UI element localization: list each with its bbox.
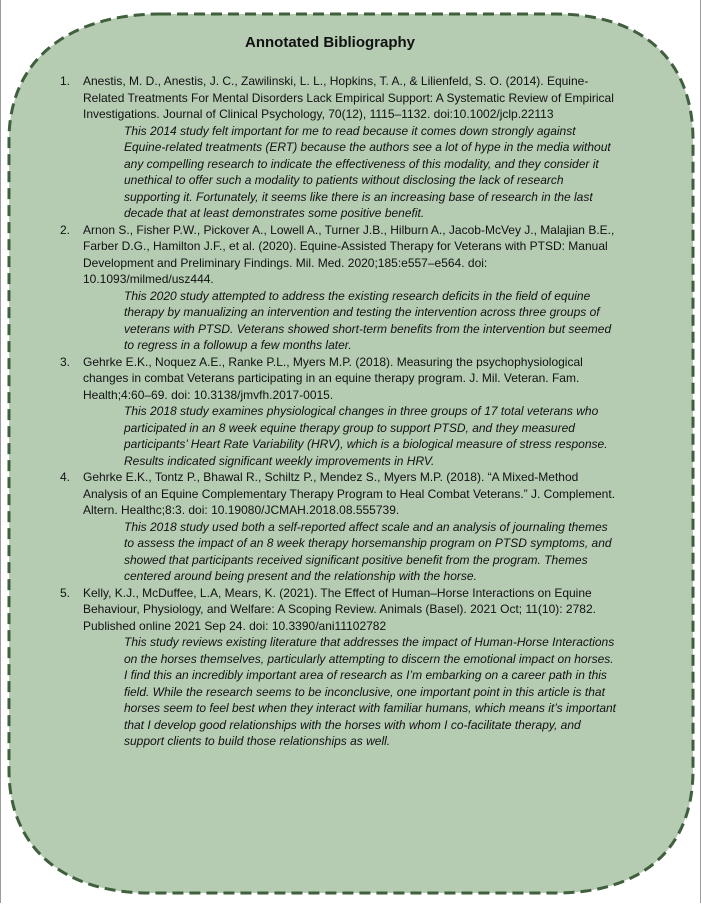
entry-number: 2. bbox=[60, 222, 71, 237]
entry-annotation: This 2018 study used both a self-reported affect scale and an analysis of journaling themes to assess the impact of an 8 week therapy horsemanship program on PTSD symptoms, and showed that participants received significant positive benefit from the program. Themes centered around being present and the relationship with the horse. bbox=[124, 519, 612, 583]
entry-citation: Gehrke E.K., Tontz P., Bhawal R., Schiltz P., Mendez S., Myers M.P. (2018). “A Mixed-Method Analysis of an Equine Complementary Therapy Program to Heal Combat Veterans.” J. Complement. Altern. Healthc;8:3. doi: 10.19080/JCMAH.2018.08.555739. bbox=[83, 470, 616, 517]
entry-number: 1. bbox=[60, 74, 71, 88]
entry-annotation: This 2020 study attempted to address the existing research deficits in the field of equine therapy by manualizing an intervention and testing the intervention across three groups of veterans with PTSD. Veterans showed short-term benefits from the intervention but seemed to regress in a followup a few months later. bbox=[124, 288, 612, 352]
entry-number: 5. bbox=[60, 585, 71, 600]
bibliography-list bbox=[60, 73, 620, 750]
bibliography-entry bbox=[60, 222, 620, 354]
entry-annotation: This 2018 study examines physiological changes in three groups of 17 total veterans who participated in an 8 week equine therapy group to support PTSD, and they measured participants’ Heart Rate Variability (HRV), which is a biological measure of stress response. Results indicated significant weekly improvements in HRV. bbox=[124, 404, 608, 468]
bibliography-content bbox=[60, 34, 620, 750]
bibliography-entry bbox=[60, 73, 620, 222]
entry-annotation: This 2014 study felt important for me to read because it comes down strongly against Equine-related treatments (ERT) because the authors see a lot of hype in the media without any compelling research to indicate the effectiveness of this modality, and they consider it unethical to offer such a modality to patients without disclosing the lack of research supporting it. Fortunately, it seems like there is an increasing base of research in the last decade that at least demonstrates some positive benefit. bbox=[124, 123, 611, 220]
bibliography-entry bbox=[60, 354, 620, 470]
entry-citation: Arnon S., Fisher P.W., Pickover A., Lowell A., Turner J.B., Hilburn A., Jacob-McVey J., Malajian B.E., Farber D.G., Hamilton J.F., et al. (2020). Equine-Assisted Therapy for Veterans with PTSD: Manual Development and Preliminary Findings. Mil. Med. 2020;185:e557–e564. doi: 10.1093/milmed/usz444. bbox=[83, 222, 615, 286]
entry-citation: Anestis, M. D., Anestis, J. C., Zawilinski, L. L., Hopkins, T. A., & Lilienfeld, S. O. (2014). Equine-Related Treatments For Mental Disorders Lack Empirical Support: A Systematic Review of Empirical Investigations. Journal of Clinical Psychology, 70(12), 1115–1132. doi:10.1002/jclp.22113 bbox=[83, 74, 614, 121]
entry-annotation: This study reviews existing literature that addresses the impact of Human-Horse Interactions on the horses themselves, particularly attempting to discern the emotional impact on horses. I find this an incredibly important area of research as I’m embarking on a career path in this field. While the research seems to be inconclusive, one important point in this article is that horses seem to feel best when they interact with familiar humans, which means it’s important that I develop good relationships with the horses with whom I co-facilitate therapy, and support clients to build those relationships as well. bbox=[124, 635, 616, 748]
entry-citation: Gehrke E.K., Noquez A.E., Ranke P.L., Myers M.P. (2018). Measuring the psychophysiological changes in combat Veterans participating in an equine therapy program. J. Mil. Veteran. Fam. Health;4:60–69. doi: 10.3138/jmvfh.2017-0015. bbox=[83, 354, 583, 402]
entry-number: 4. bbox=[60, 470, 71, 484]
entry-citation: Kelly, K.J., McDuffee, L.A, Mears, K. (2021). The Effect of Human–Horse Interactions on Equine Behaviour, Physiology, and Welfare: A Scoping Review. Animals (Basel). 2021 Oct; 11(10): 2782. Published online 2021 Sep 24. doi: 10.3390/ani11102782 bbox=[83, 585, 596, 633]
document-title: Annotated Bibliography bbox=[245, 34, 415, 51]
bibliography-entry bbox=[60, 585, 620, 750]
bibliography-entry bbox=[60, 469, 620, 585]
entry-number: 3. bbox=[60, 354, 71, 369]
